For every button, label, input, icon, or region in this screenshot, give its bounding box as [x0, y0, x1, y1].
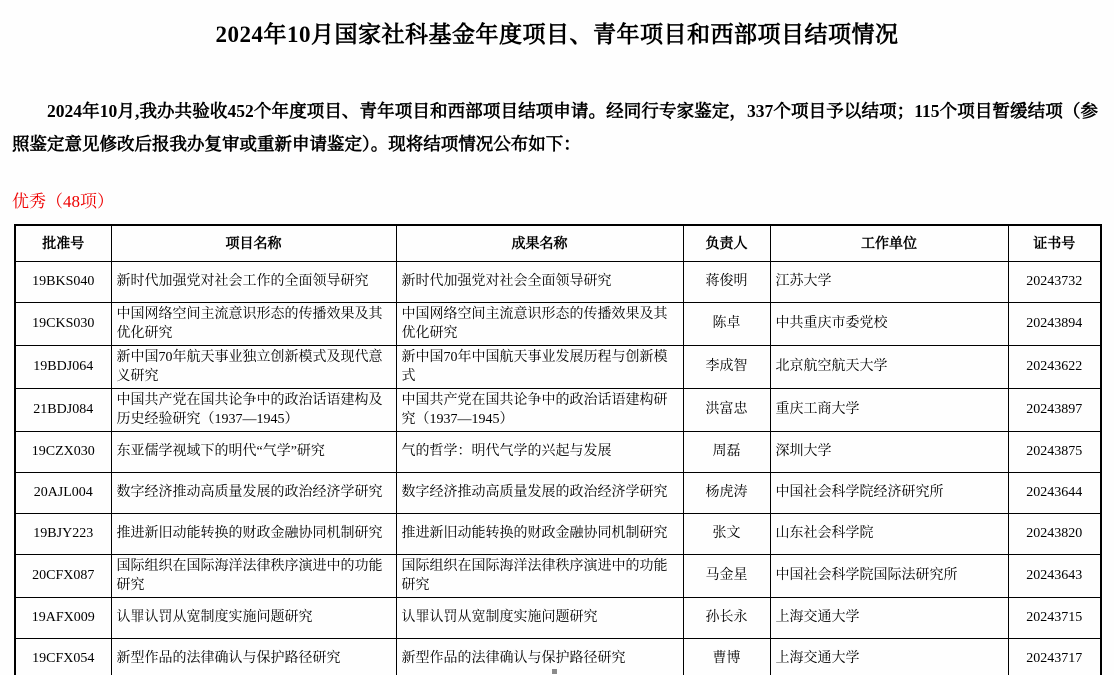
- cell-leader: 周磊: [683, 431, 770, 472]
- col-header-project-name: 项目名称: [111, 225, 396, 261]
- page-title: 2024年10月国家社科基金年度项目、青年项目和西部项目结项情况: [215, 22, 899, 47]
- cell-organization: 中国社会科学院国际法研究所: [770, 554, 1008, 597]
- cell-leader: 孙长永: [683, 597, 770, 638]
- cell-certificate-no: 20243644: [1008, 472, 1101, 513]
- col-header-organization: 工作单位: [770, 225, 1008, 261]
- cell-approval-no: 19BDJ064: [15, 345, 111, 388]
- table-row: [15, 554, 1101, 597]
- col-header-leader: 负责人: [683, 225, 770, 261]
- cell-project-name: 推进新旧动能转换的财政金融协同机制研究: [111, 513, 396, 554]
- cell-approval-no: 19CFX054: [15, 638, 111, 675]
- cell-result-name: 中国网络空间主流意识形态的传播效果及其优化研究: [396, 302, 683, 345]
- cell-project-name: 新中国70年航天事业独立创新模式及现代意义研究: [111, 345, 396, 388]
- cell-approval-no: 19BKS040: [15, 261, 111, 302]
- table-row: [15, 638, 1101, 675]
- cell-project-name: 中国共产党在国共论争中的政治话语建构及历史经验研究（1937—1945）: [111, 388, 396, 431]
- cell-result-name: 国际组织在国际海洋法律秩序演进中的功能研究: [396, 554, 683, 597]
- cell-approval-no: 20CFX087: [15, 554, 111, 597]
- cell-project-name: 新型作品的法律确认与保护路径研究: [111, 638, 396, 675]
- cell-certificate-no: 20243875: [1008, 431, 1101, 472]
- table-header-row: [15, 225, 1101, 261]
- cell-certificate-no: 20243715: [1008, 597, 1101, 638]
- cell-leader: 曹博: [683, 638, 770, 675]
- page-footer-mark: [552, 669, 557, 674]
- cell-organization: 上海交通大学: [770, 638, 1008, 675]
- col-header-approval-no: 批准号: [15, 225, 111, 261]
- cell-project-name: 数字经济推动高质量发展的政治经济学研究: [111, 472, 396, 513]
- table-row: [15, 345, 1101, 388]
- cell-project-name: 中国网络空间主流意识形态的传播效果及其优化研究: [111, 302, 396, 345]
- cell-result-name: 推进新旧动能转换的财政金融协同机制研究: [396, 513, 683, 554]
- cell-project-name: 认罪认罚从宽制度实施问题研究: [111, 597, 396, 638]
- table-row: [15, 261, 1101, 302]
- col-header-certificate-no: 证书号: [1008, 225, 1101, 261]
- table-row: [15, 472, 1101, 513]
- cell-result-name: 认罪认罚从宽制度实施问题研究: [396, 597, 683, 638]
- col-header-result-name: 成果名称: [396, 225, 683, 261]
- cell-certificate-no: 20243894: [1008, 302, 1101, 345]
- cell-certificate-no: 20243820: [1008, 513, 1101, 554]
- cell-approval-no: 20AJL004: [15, 472, 111, 513]
- table-row: [15, 431, 1101, 472]
- cell-leader: 蒋俊明: [683, 261, 770, 302]
- cell-result-name: 数字经济推动高质量发展的政治经济学研究: [396, 472, 683, 513]
- cell-organization: 上海交通大学: [770, 597, 1008, 638]
- results-table-body: [15, 261, 1101, 675]
- cell-organization: 北京航空航天大学: [770, 345, 1008, 388]
- cell-certificate-no: 20243897: [1008, 388, 1101, 431]
- cell-approval-no: 19CZX030: [15, 431, 111, 472]
- table-row: [15, 388, 1101, 431]
- cell-project-name: 新时代加强党对社会工作的全面领导研究: [111, 261, 396, 302]
- cell-organization: 山东社会科学院: [770, 513, 1008, 554]
- cell-approval-no: 19BJY223: [15, 513, 111, 554]
- cell-project-name: 国际组织在国际海洋法律秩序演进中的功能研究: [111, 554, 396, 597]
- cell-certificate-no: 20243732: [1008, 261, 1101, 302]
- cell-organization: 中共重庆市委党校: [770, 302, 1008, 345]
- results-table: [14, 224, 1102, 675]
- table-row: [15, 513, 1101, 554]
- table-row: [15, 302, 1101, 345]
- cell-result-name: 中国共产党在国共论争中的政治话语建构研究（1937—1945）: [396, 388, 683, 431]
- cell-leader: 杨虎涛: [683, 472, 770, 513]
- cell-leader: 李成智: [683, 345, 770, 388]
- cell-certificate-no: 20243717: [1008, 638, 1101, 675]
- cell-leader: 洪富忠: [683, 388, 770, 431]
- cell-result-name: 新时代加强党对社会全面领导研究: [396, 261, 683, 302]
- cell-result-name: 新型作品的法律确认与保护路径研究: [396, 638, 683, 675]
- intro-paragraph: 2024年10月,我办共验收452个年度项目、青年项目和西部项目结项申请。经同行专家鉴定，337个项目予以结项；115个项目暂缓结项（参照鉴定意见修改后报我办复审或重新申请鉴定）。现将结项情况公布如下：: [12, 101, 1098, 154]
- cell-approval-no: 19CKS030: [15, 302, 111, 345]
- cell-result-name: 新中国70年中国航天事业发展历程与创新模式: [396, 345, 683, 388]
- cell-organization: 江苏大学: [770, 261, 1008, 302]
- cell-leader: 张文: [683, 513, 770, 554]
- table-row: [15, 597, 1101, 638]
- cell-leader: 陈卓: [683, 302, 770, 345]
- cell-approval-no: 19AFX009: [15, 597, 111, 638]
- cell-certificate-no: 20243622: [1008, 345, 1101, 388]
- section-heading-excellent: 优秀（48项）: [12, 192, 114, 211]
- cell-project-name: 东亚儒学视域下的明代“气学”研究: [111, 431, 396, 472]
- cell-organization: 中国社会科学院经济研究所: [770, 472, 1008, 513]
- cell-organization: 深圳大学: [770, 431, 1008, 472]
- cell-approval-no: 21BDJ084: [15, 388, 111, 431]
- cell-result-name: 气的哲学：明代气学的兴起与发展: [396, 431, 683, 472]
- cell-organization: 重庆工商大学: [770, 388, 1008, 431]
- cell-certificate-no: 20243643: [1008, 554, 1101, 597]
- cell-leader: 马金星: [683, 554, 770, 597]
